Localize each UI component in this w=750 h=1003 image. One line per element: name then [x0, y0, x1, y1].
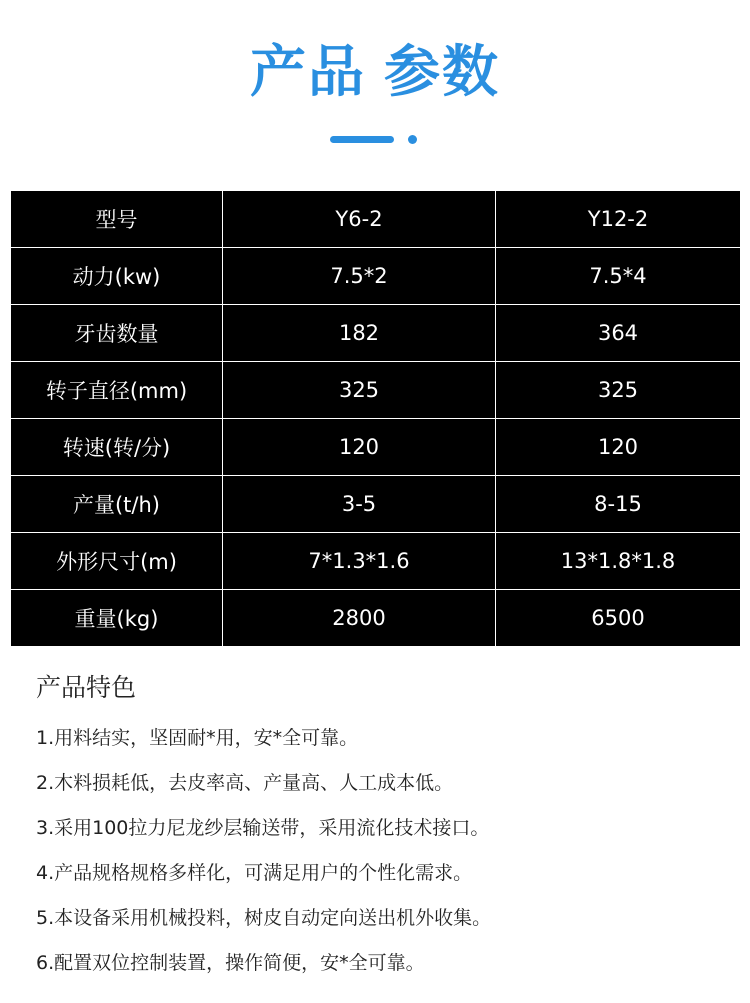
feature-item: 4.产品规格规格多样化，可满足用户的个性化需求。 — [36, 862, 473, 884]
table-row-dimensions — [11, 533, 741, 590]
feature-item: 2.木料损耗低，去皮率高、产量高、人工成本低。 — [36, 772, 454, 794]
spec-label: 重量(kg) — [11, 590, 223, 647]
spec-label: 牙齿数量 — [11, 305, 223, 362]
spec-value-y6-2: 7.5*2 — [223, 248, 496, 305]
features-section — [36, 670, 736, 986]
spec-label: 转速(转/分) — [11, 419, 223, 476]
feature-item: 1.用料结实，坚固耐*用，安*全可靠。 — [36, 727, 359, 749]
spec-value-y6-2: 7*1.3*1.6 — [223, 533, 496, 590]
title-underline-dot — [408, 135, 417, 144]
title-decoration — [0, 135, 750, 145]
feature-item: 5.本设备采用机械投料，树皮自动定向送出机外收集。 — [36, 907, 492, 929]
table-row-rotor-diameter — [11, 362, 741, 419]
spec-value-y6-2: 2800 — [223, 590, 496, 647]
spec-value-y12-2: 325 — [496, 362, 741, 419]
spec-label: 外形尺寸(m) — [11, 533, 223, 590]
spec-value-y6-2: Y6-2 — [223, 191, 496, 248]
table-row-output — [11, 476, 741, 533]
spec-value-y12-2: 120 — [496, 419, 741, 476]
spec-value-y6-2: 182 — [223, 305, 496, 362]
spec-value-y12-2: 8-15 — [496, 476, 741, 533]
spec-label: 产量(t/h) — [11, 476, 223, 533]
spec-value-y12-2: 364 — [496, 305, 741, 362]
feature-item: 6.配置双位控制装置，操作简便，安*全可靠。 — [36, 952, 425, 974]
title-part-parameters: 参数 — [384, 40, 500, 105]
spec-value-y12-2: 6500 — [496, 590, 741, 647]
table-row-teeth-count — [11, 305, 741, 362]
table-row-speed — [11, 419, 741, 476]
table-row-weight — [11, 590, 741, 647]
spec-label: 型号 — [11, 191, 223, 248]
features-heading: 产品特色 — [36, 673, 137, 702]
title-part-product: 产品 — [250, 40, 366, 105]
spec-value-y6-2: 120 — [223, 419, 496, 476]
feature-item: 3.采用100拉力尼龙纱层输送带，采用流化技术接口。 — [36, 817, 490, 839]
spec-value-y12-2: 13*1.8*1.8 — [496, 533, 741, 590]
spec-value-y6-2: 325 — [223, 362, 496, 419]
table-row-model — [11, 191, 741, 248]
spec-value-y12-2: Y12-2 — [496, 191, 741, 248]
spec-table — [10, 190, 741, 647]
spec-label: 转子直径(mm) — [11, 362, 223, 419]
page-title — [0, 38, 750, 108]
table-row-power — [11, 248, 741, 305]
spec-value-y6-2: 3-5 — [223, 476, 496, 533]
spec-value-y12-2: 7.5*4 — [496, 248, 741, 305]
title-underline-bar — [330, 136, 394, 143]
spec-label: 动力(kw) — [11, 248, 223, 305]
